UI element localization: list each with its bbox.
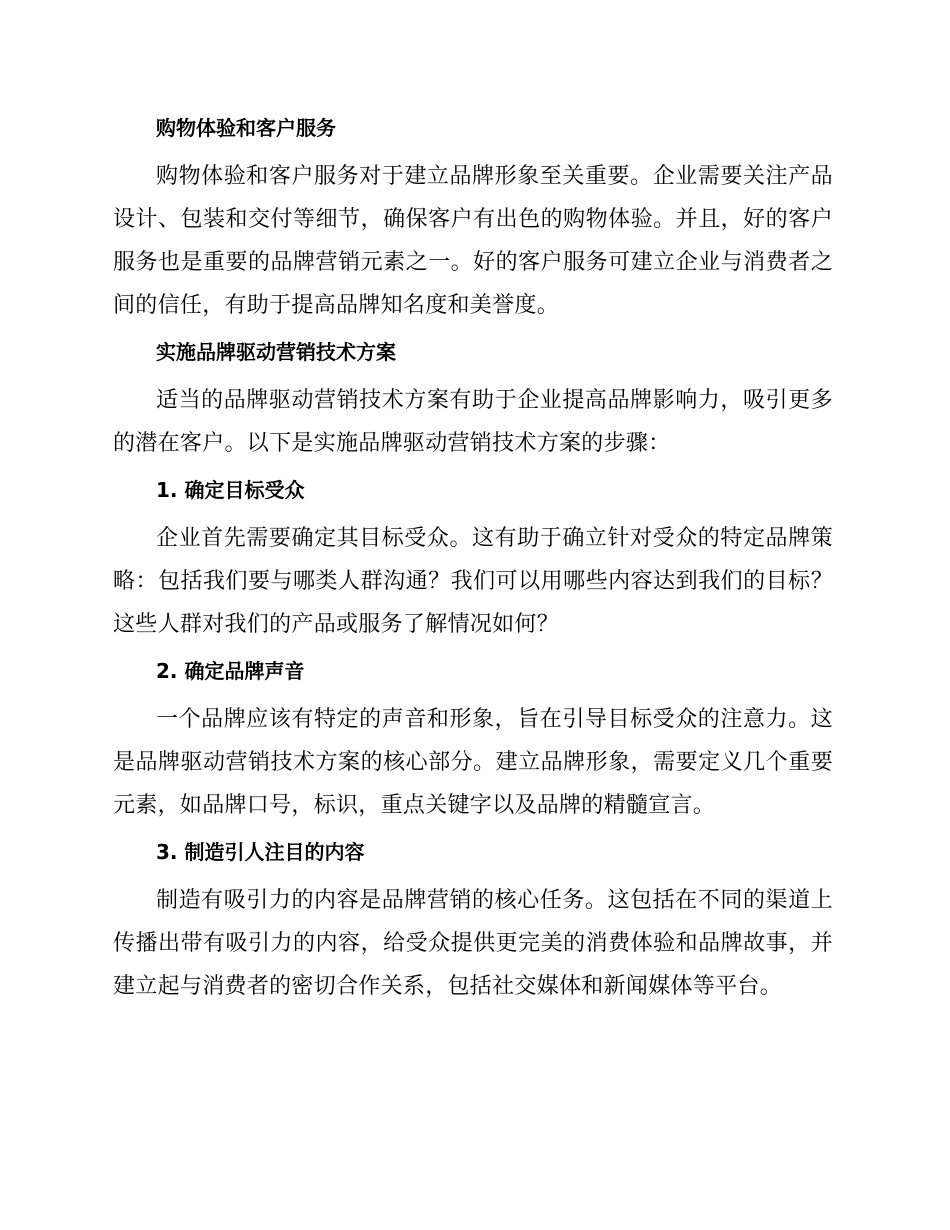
section-paragraph-implement-plan: 适当的品牌驱动营销技术方案有助于企业提高品牌影响力，吸引更多的潜在客户。以下是实施品牌驱动营销技术方案的步骤： bbox=[113, 388, 833, 456]
section-paragraph-shopping-experience: 购物体验和客户服务对于建立品牌形象至关重要。企业需要关注产品设计、包装和交付等细节，确保客户有出色的购物体验。并且，好的客户服务也是重要的品牌营销元素之一。好的客户服务可建立企业与消费者之间的信任，有助于提高品牌知名度和美誉度。 bbox=[113, 164, 833, 318]
section-heading-brand-voice: 2. 确定品牌声音 bbox=[156, 659, 305, 683]
section-heading-target-audience: 1. 确定目标受众 bbox=[156, 478, 305, 502]
section-heading-shopping-experience: 购物体验和客户服务 bbox=[156, 116, 336, 140]
document-page bbox=[113, 108, 833, 1013]
section-paragraph-target-audience: 企业首先需要确定其目标受众。这有助于确立针对受众的特定品牌策略：包括我们要与哪类人群沟通？我们可以用哪些内容达到我们的目标？这些人群对我们的产品或服务了解情况如何？ bbox=[113, 526, 833, 637]
section-paragraph-engaging-content: 制造有吸引力的内容是品牌营销的核心任务。这包括在不同的渠道上传播出带有吸引力的内容，给受众提供更完美的消费体验和品牌故事，并建立起与消费者的密切合作关系，包括社交媒体和新闻媒体等平台。 bbox=[113, 888, 833, 999]
section-paragraph-brand-voice: 一个品牌应该有特定的声音和形象，旨在引导目标受众的注意力。这是品牌驱动营销技术方案的核心部分。建立品牌形象，需要定义几个重要元素，如品牌口号，标识，重点关键字以及品牌的精髓宣言。 bbox=[113, 707, 833, 818]
section-heading-engaging-content: 3. 制造引人注目的内容 bbox=[156, 840, 365, 864]
section-heading-implement-plan: 实施品牌驱动营销技术方案 bbox=[156, 340, 396, 364]
